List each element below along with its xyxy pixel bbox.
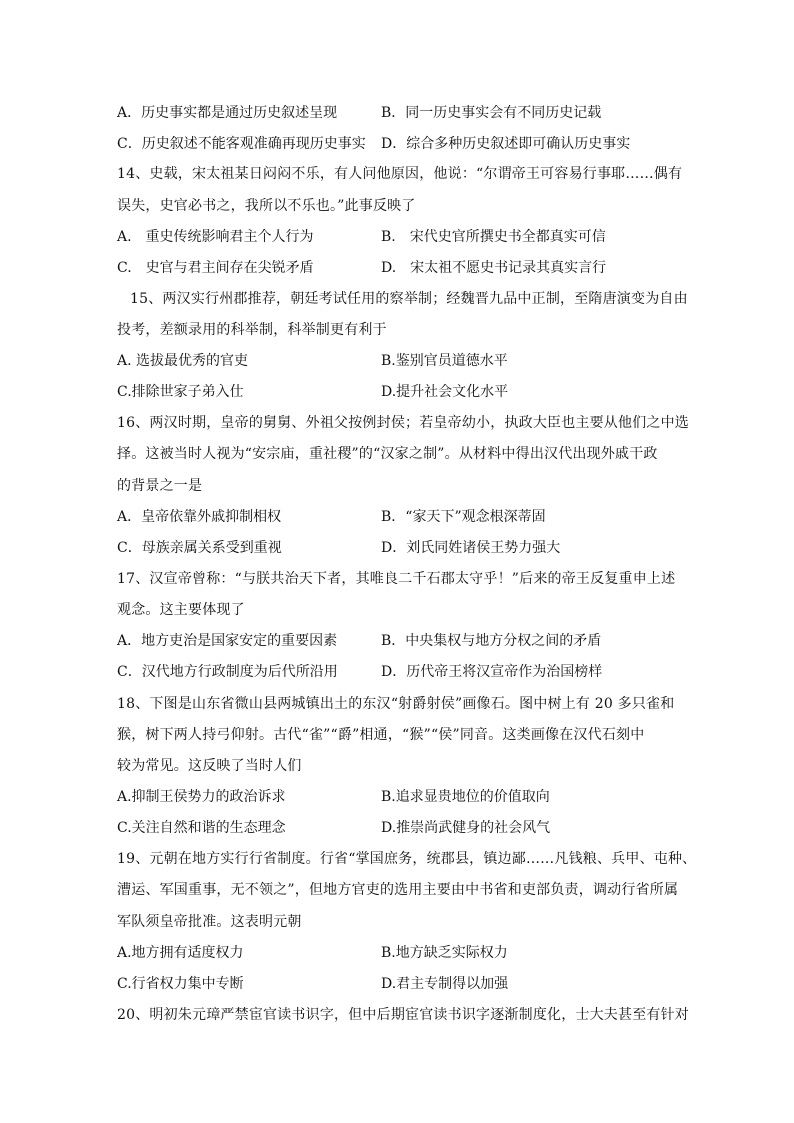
q18-stem-line-2: 猴，树下两人持弓仰射。古代“雀”“爵”相通，“猴”“侯”同音。这类画像在汉代石刻中 [117,727,645,743]
q18-option-b: B.追求显贵地位的价值取向 [381,789,550,805]
q14-option-c: C. 史官与君主间存在尖锐矛盾 [117,260,314,276]
q13-option-d: D．综合多种历史叙述即可确认历史事实 [381,136,631,152]
q13-option-a: A．历史事实都是通过历史叙述呈现 [117,105,338,121]
q17-stem-line-2: 观念。这主要体现了 [117,602,245,618]
q13-option-c: C．历史叙述不能客观准确再现历史事实 [117,136,366,152]
q19-option-a: A.地方拥有适度权力 [117,945,244,961]
q16-option-d: D．刘氏同姓诸侯王势力强大 [381,540,561,556]
q20-stem-line-1: 20、明初朱元璋严禁宦官读书识字，但中后期宦官读书识字逐渐制度化，士大夫甚至有针对 [117,1007,690,1023]
q14-option-b: B. 宋代史官所撰史书全都真实可信 [381,229,606,245]
q19-stem-line-1: 19、元朝在地方实行行省制度。行省“掌国庶务，统郡县，镇边鄙……凡钱粮、兵甲、屯种、 [117,851,697,867]
q15-option-d: D.提升社会文化水平 [381,384,509,400]
q16-stem-line-3: 的背景之一是 [117,478,203,494]
q19-option-d: D.君主专制得以加强 [381,976,509,992]
q16-option-a: A．皇帝依靠外戚抑制相权 [117,509,282,525]
q14-option-d: D. 宋太祖不愿史书记录其真实言行 [381,260,607,276]
q18-option-c: C.关注自然和谐的生态理念 [117,820,286,836]
q15-option-c: C.排除世家子弟入仕 [117,384,244,400]
q17-option-c: C．汉代地方行政制度为后代所沿用 [117,664,338,680]
q15-option-a: A. 选拔最优秀的官吏 [117,353,249,369]
q16-stem-line-2: 择。这被当时人视为“安宗庙，重社稷”的“汉家之制”。从材料中得出汉代出现外戚干政 [117,446,658,462]
q18-stem-line-1: 18、下图是山东省微山县两城镇出土的东汉“射爵射侯”画像石。图中树上有 20 多只雀和 [117,696,675,712]
q15-option-b: B.鉴别官员道德水平 [381,353,508,369]
q16-option-c: C．母族亲属关系受到重视 [117,540,282,556]
q18-stem-line-3: 较为常见。这反映了当时人们 [117,758,302,774]
q17-option-a: A．地方吏治是国家安定的重要因素 [117,633,338,649]
q17-option-d: D．历代帝王将汉宣帝作为治国榜样 [381,664,603,680]
q13-option-b: B．同一历史事实会有不同历史记载 [381,105,602,121]
q14-option-a: A. 重史传统影响君主个人行为 [117,229,314,245]
q19-stem-line-2: 漕运、军国重事，无不领之”，但地方官吏的选用主要由中书省和吏部负责，调动行省所属 [117,882,679,898]
q18-option-a: A.抑制王侯势力的政治诉求 [117,789,286,805]
q14-stem-line-2: 误失，史官必书之，我所以不乐也。”此事反映了 [117,198,416,214]
q17-stem-line-1: 17、汉宣帝曾称：“与朕共治天下者，其唯良二千石郡太守乎！”后来的帝王反复重申上述 [117,571,676,587]
q14-stem-line-1: 14、史载，宋太祖某日闷闷不乐，有人问他原因，他说：“尔谓帝王可容易行事耶……偶有 [117,166,683,182]
q19-option-c: C.行省权力集中专断 [117,976,244,992]
q18-option-d: D.推崇尚武健身的社会风气 [381,820,551,836]
q15-stem-line-1: 15、两汉实行州郡推荐，朝廷考试任用的察举制；经魏晋九品中正制，至隋唐演变为自由 [130,291,688,307]
q16-stem-line-1: 16、两汉时期，皇帝的舅舅、外祖父按例封侯；若皇帝幼小，执政大臣也主要从他们之中选 [117,415,690,431]
q15-stem-line-2: 投考，差额录用的科举制，科举制更有利于 [117,322,387,338]
q16-option-b: B．“家天下”观念根深蒂固 [381,509,546,525]
q19-stem-line-3: 军队须皇帝批准。这表明元朝 [117,914,302,930]
q17-option-b: B．中央集权与地方分权之间的矛盾 [381,633,602,649]
q19-option-b: B.地方缺乏实际权力 [381,945,508,961]
